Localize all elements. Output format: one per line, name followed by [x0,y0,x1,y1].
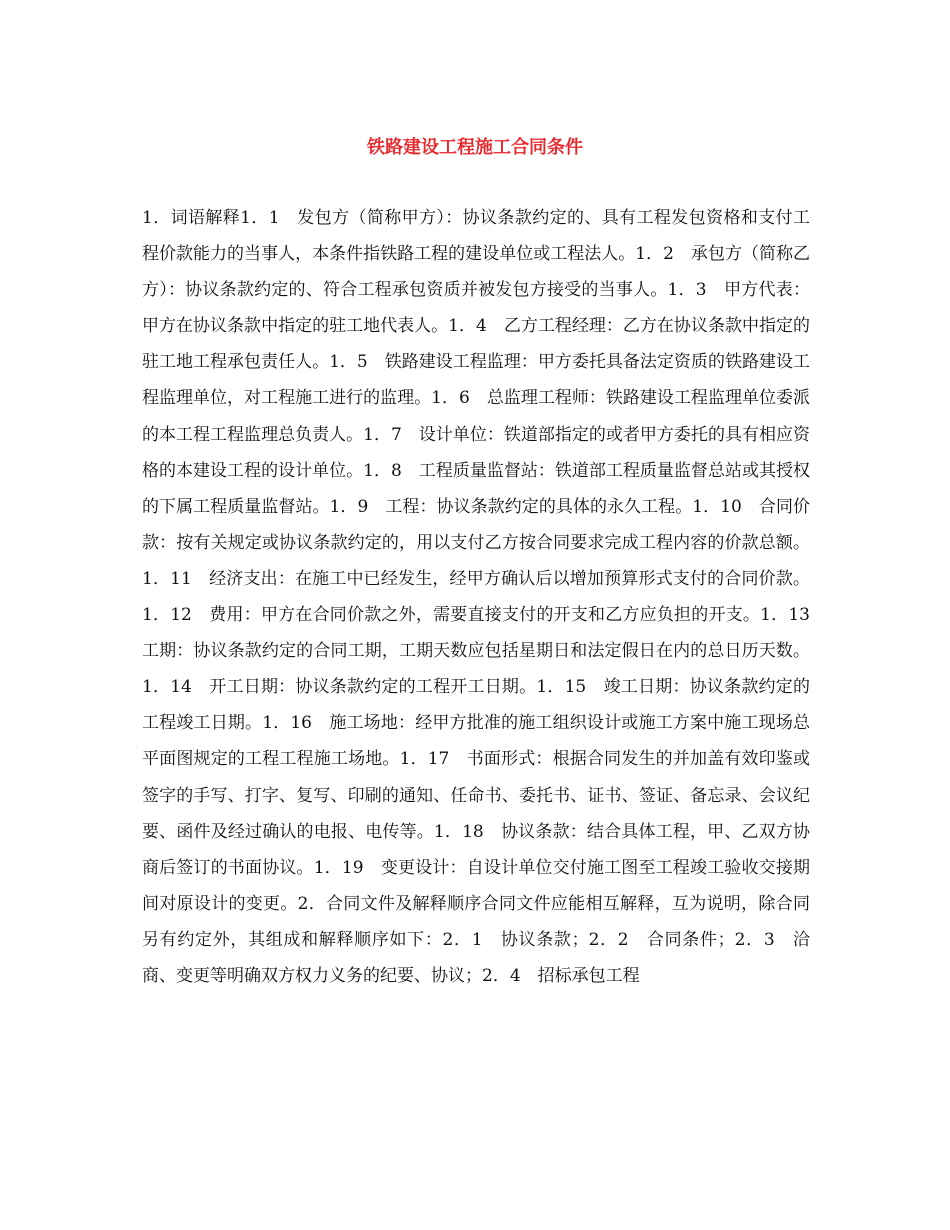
document-title: 铁路建设工程施工合同条件 [367,137,583,158]
document-body-paragraph: 1．词语解释1．1 发包方（简称甲方）：协议条款约定的、具有工程发包资格和支付工程价款能力的当事人，本条件指铁路工程的建设单位或工程法人。1．2 承包方（简称乙方）：协议条款约定的、符合工程承包资质并被发包方接受的当事人。1．3 甲方代表：甲方在协议条款中指定的驻工地代表人。1．4 乙方工程经理：乙方在协议条款中指定的驻工地工程承包责任人。1．5 铁路建设工程监理：甲方委托具备法定资质的铁路建设工程监理单位，对工程施工进行的监理。1．6 总监理工程师：铁路建设工程监理单位委派的本工程工程监理总负责人。1．7 设计单位：铁道部指定的或者甲方委托的具有相应资格的本建设工程的设计单位。1．8 工程质量监督站：铁道部工程质量监督总站或其授权的下属工程质量监督站。1．9 工程：协议条款约定的具体的永久工程。1．10 合同价款：按有关规定或协议条款约定的，用以支付乙方按合同要求完成工程内容的价款总额。1．11 经济支出：在施工中已经发生，经甲方确认后以增加预算形式支付的合同价款。1．12 费用：甲方在合同价款之外，需要直接支付的开支和乙方应负担的开支。1．13 工期：协议条款约定的合同工期，工期天数应包括星期日和法定假日在内的总日历天数。1．14 开工日期：协议条款约定的工程开工日期。1．15 竣工日期：协议条款约定的工程竣工日期。1．16 施工场地：经甲方批准的施工组织设计或施工方案中施工现场总平面图规定的工程工程施工场地。1．17 书面形式：根据合同发生的并加盖有效印鉴或签字的手写、打字、复写、印刷的通知、任命书、委托书、证书、签证、备忘录、会议纪要、函件及经过确认的电报、电传等。1．18 协议条款：结合具体工程，甲、乙双方协商后签订的书面协议。1．19 变更设计：自设计单位交付施工图至工程竣工验收交接期间对原设计的变更。2．合同文件及解释顺序合同文件应能相互解释，互为说明，除合同另有约定外，其组成和解释顺序如下：2．1 协议条款；2．2 合同条件；2．3 洽商、变更等明确双方权力义务的纪要、协议；2．4 招标承包工程 [142,208,827,986]
